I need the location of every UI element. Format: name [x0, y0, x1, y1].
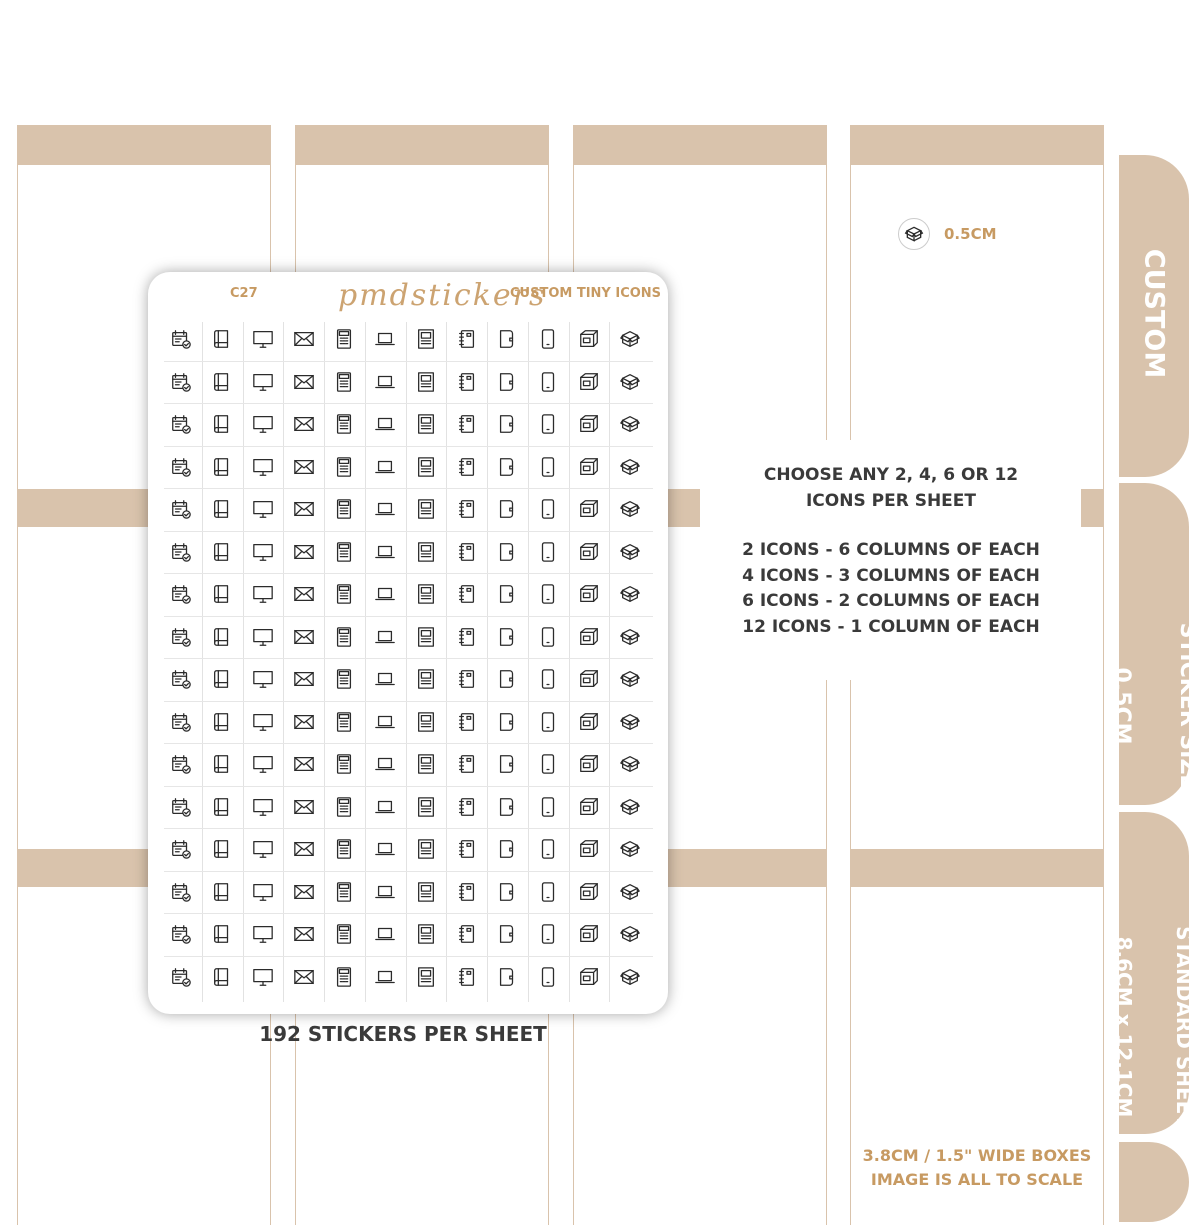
calculator-icon [329, 367, 359, 397]
wallet-icon [492, 494, 522, 524]
monitor-icon [248, 962, 278, 992]
choose-line-2: ICONS PER SHEET [805, 491, 977, 511]
open-box-icon [615, 494, 645, 524]
envelope-icon [289, 834, 319, 864]
calendar-check-icon [166, 792, 196, 822]
choose-heading [716, 462, 1066, 514]
wallet-icon [492, 877, 522, 907]
calculator-icon [329, 537, 359, 567]
calendar-check-icon [166, 452, 196, 482]
cut-line-vertical [202, 322, 203, 1002]
open-box-icon [615, 792, 645, 822]
tablet-icon [533, 579, 563, 609]
calculator-icon [329, 834, 359, 864]
newspaper-icon [411, 579, 441, 609]
newspaper-icon [411, 367, 441, 397]
wallet-icon [492, 919, 522, 949]
open-box-icon [615, 452, 645, 482]
choose-line-1: CHOOSE ANY 2, 4, 6 OR 12 [763, 465, 1019, 485]
caption-line-2: IMAGE IS ALL TO SCALE [870, 1170, 1084, 1189]
open-box-icon [615, 919, 645, 949]
envelope-icon [289, 919, 319, 949]
parcel-icon [574, 749, 604, 779]
laptop-icon [370, 919, 400, 949]
calculator-icon [329, 707, 359, 737]
calculator-icon [329, 324, 359, 354]
tablet-icon [533, 707, 563, 737]
calendar-check-icon [166, 834, 196, 864]
book-icon [207, 792, 237, 822]
wallet-icon [492, 367, 522, 397]
envelope-icon [289, 579, 319, 609]
parcel-icon [574, 962, 604, 992]
book-icon [207, 579, 237, 609]
tablet-icon [533, 494, 563, 524]
laptop-icon [370, 452, 400, 482]
spiral-notebook-icon [452, 367, 482, 397]
laptop-icon [370, 792, 400, 822]
envelope-icon [289, 622, 319, 652]
tab-custom-label: CUSTOM [1138, 248, 1170, 379]
book-icon [207, 537, 237, 567]
parcel-icon [574, 919, 604, 949]
tablet-icon [533, 324, 563, 354]
monitor-icon [248, 579, 278, 609]
calendar-check-icon [166, 367, 196, 397]
cut-line-horizontal [164, 488, 653, 489]
wallet-icon [492, 792, 522, 822]
monitor-icon [248, 452, 278, 482]
book-icon [207, 494, 237, 524]
calculator-icon [329, 452, 359, 482]
cut-line-horizontal [164, 743, 653, 744]
monitor-icon [248, 367, 278, 397]
option-2-icons: 2 ICONS - 6 COLUMNS OF EACH [742, 540, 1040, 560]
cut-line-horizontal [164, 871, 653, 872]
calendar-check-icon [166, 664, 196, 694]
calculator-icon [329, 664, 359, 694]
parcel-icon [574, 877, 604, 907]
calculator-icon [329, 792, 359, 822]
cut-line-horizontal [164, 403, 653, 404]
laptop-icon [370, 749, 400, 779]
cut-line-horizontal [164, 658, 653, 659]
open-box-icon [615, 877, 645, 907]
calendar-check-icon [166, 494, 196, 524]
header-band [851, 125, 1103, 165]
laptop-icon [370, 664, 400, 694]
newspaper-icon [411, 962, 441, 992]
tablet-icon [533, 452, 563, 482]
calculator-icon [329, 962, 359, 992]
envelope-icon [289, 367, 319, 397]
band-stub [1081, 489, 1104, 527]
spiral-notebook-icon [452, 962, 482, 992]
tab-sticker-size-label [1066, 576, 1200, 836]
open-box-icon [615, 579, 645, 609]
laptop-icon [370, 962, 400, 992]
calendar-check-icon [166, 749, 196, 779]
wallet-icon [492, 409, 522, 439]
cut-line-vertical [569, 322, 570, 1002]
book-icon [207, 324, 237, 354]
tab-standard-sheet-label [1074, 892, 1200, 1162]
newspaper-icon [411, 877, 441, 907]
tablet-icon [533, 749, 563, 779]
open-box-icon [615, 749, 645, 779]
header-band [296, 125, 548, 165]
monitor-icon [248, 409, 278, 439]
laptop-icon [370, 579, 400, 609]
scale-caption [850, 1144, 1104, 1192]
wallet-icon [492, 962, 522, 992]
parcel-icon [574, 664, 604, 694]
laptop-icon [370, 877, 400, 907]
spiral-notebook-icon [452, 409, 482, 439]
monitor-icon [248, 877, 278, 907]
header-band [574, 125, 826, 165]
standard-line-1: STANDARD SHEET [1172, 926, 1196, 1128]
sticker-sheet [148, 272, 668, 1014]
option-6-icons: 6 ICONS - 2 COLUMNS OF EACH [742, 591, 1040, 611]
laptop-icon [370, 537, 400, 567]
monitor-icon [248, 792, 278, 822]
newspaper-icon [411, 452, 441, 482]
envelope-icon [289, 749, 319, 779]
open-box-icon [615, 707, 645, 737]
book-icon [207, 834, 237, 864]
laptop-icon [370, 324, 400, 354]
parcel-icon [574, 537, 604, 567]
newspaper-icon [411, 622, 441, 652]
calendar-check-icon [166, 962, 196, 992]
tablet-icon [533, 367, 563, 397]
monitor-icon [248, 324, 278, 354]
open-box-icon [615, 537, 645, 567]
tablet-icon [533, 537, 563, 567]
monitor-icon [248, 749, 278, 779]
calendar-check-icon [166, 877, 196, 907]
cut-line-horizontal [164, 531, 653, 532]
calendar-check-icon [166, 622, 196, 652]
parcel-icon [574, 579, 604, 609]
tablet-icon [533, 622, 563, 652]
tablet-icon [533, 664, 563, 694]
size-label: 0.5CM [944, 225, 997, 243]
cut-line-vertical [406, 322, 407, 1002]
monitor-icon [248, 834, 278, 864]
parcel-icon [574, 792, 604, 822]
sticker-size-line-2: 0.5CM [1109, 667, 1134, 745]
parcel-icon [574, 622, 604, 652]
cut-line-vertical [324, 322, 325, 1002]
book-icon [207, 452, 237, 482]
open-box-icon [615, 962, 645, 992]
spiral-notebook-icon [452, 919, 482, 949]
calculator-icon [329, 409, 359, 439]
option-12-icons: 12 ICONS - 1 COLUMN OF EACH [742, 616, 1040, 637]
wallet-icon [492, 579, 522, 609]
calculator-icon [329, 749, 359, 779]
open-box-icon [615, 324, 645, 354]
wallet-icon [492, 452, 522, 482]
calculator-icon [329, 494, 359, 524]
calendar-check-icon [166, 537, 196, 567]
wallet-icon [492, 324, 522, 354]
book-icon [207, 367, 237, 397]
newspaper-icon [411, 919, 441, 949]
box-icon [898, 218, 930, 250]
divider-band [851, 849, 1103, 887]
brand-logo: pmdstickers [338, 278, 547, 313]
tab-sticker-size [1109, 483, 1200, 805]
parcel-icon [574, 324, 604, 354]
newspaper-icon [411, 494, 441, 524]
cut-line-vertical [446, 322, 447, 1002]
book-icon [207, 409, 237, 439]
calendar-check-icon [166, 409, 196, 439]
laptop-icon [370, 494, 400, 524]
tablet-icon [533, 962, 563, 992]
cut-line-vertical [609, 322, 610, 1002]
cut-line-vertical [365, 322, 366, 1002]
envelope-icon [289, 707, 319, 737]
cut-line-vertical [283, 322, 284, 1002]
book-icon [207, 749, 237, 779]
laptop-icon [370, 622, 400, 652]
cut-line-horizontal [164, 913, 653, 914]
calendar-check-icon [166, 579, 196, 609]
newspaper-icon [411, 537, 441, 567]
option-4-icons: 4 ICONS - 3 COLUMNS OF EACH [742, 565, 1040, 586]
parcel-icon [574, 707, 604, 737]
standard-line-2: 8.6CM x 12.1CM [1112, 936, 1136, 1118]
laptop-icon [370, 834, 400, 864]
header-band [18, 125, 270, 165]
cut-line-vertical [487, 322, 488, 1002]
cut-line-horizontal [164, 616, 653, 617]
tablet-icon [533, 409, 563, 439]
cut-line-horizontal [164, 701, 653, 702]
tab-next [1119, 1142, 1189, 1222]
book-icon [207, 622, 237, 652]
spiral-notebook-icon [452, 664, 482, 694]
parcel-icon [574, 494, 604, 524]
wallet-icon [492, 749, 522, 779]
calculator-icon [329, 919, 359, 949]
caption-line-1: 3.8CM / 1.5" WIDE BOXES [862, 1146, 1092, 1165]
cut-line-horizontal [164, 361, 653, 362]
spiral-notebook-icon [452, 579, 482, 609]
wallet-icon [492, 537, 522, 567]
envelope-icon [289, 324, 319, 354]
tablet-icon [533, 877, 563, 907]
tablet-icon [533, 919, 563, 949]
envelope-icon [289, 537, 319, 567]
book-icon [207, 919, 237, 949]
cut-line-horizontal [164, 573, 653, 574]
newspaper-icon [411, 792, 441, 822]
cut-line-vertical [528, 322, 529, 1002]
open-box-icon [615, 367, 645, 397]
newspaper-icon [411, 409, 441, 439]
envelope-icon [289, 792, 319, 822]
laptop-icon [370, 367, 400, 397]
cut-line-horizontal [164, 446, 653, 447]
spiral-notebook-icon [452, 324, 482, 354]
spiral-notebook-icon [452, 707, 482, 737]
envelope-icon [289, 962, 319, 992]
newspaper-icon [411, 324, 441, 354]
monitor-icon [248, 537, 278, 567]
laptop-icon [370, 707, 400, 737]
size-marker [898, 218, 997, 250]
parcel-icon [574, 834, 604, 864]
sheet-title: CUSTOM TINY ICONS [510, 286, 662, 301]
tab-standard-sheet [1112, 812, 1196, 1134]
sheet-code: C27 [230, 286, 258, 301]
cut-line-horizontal [164, 828, 653, 829]
spiral-notebook-icon [452, 622, 482, 652]
wallet-icon [492, 707, 522, 737]
calculator-icon [329, 877, 359, 907]
sticker-size-line-1: STICKER SIZE [1175, 622, 1200, 790]
tablet-icon [533, 792, 563, 822]
spiral-notebook-icon [452, 877, 482, 907]
open-box-icon [615, 834, 645, 864]
monitor-icon [248, 707, 278, 737]
cut-line-vertical [243, 322, 244, 1002]
open-box-icon [615, 409, 645, 439]
newspaper-icon [411, 707, 441, 737]
spiral-notebook-icon [452, 749, 482, 779]
calculator-icon [329, 622, 359, 652]
envelope-icon [289, 877, 319, 907]
book-icon [207, 664, 237, 694]
envelope-icon [289, 452, 319, 482]
spiral-notebook-icon [452, 452, 482, 482]
monitor-icon [248, 494, 278, 524]
spiral-notebook-icon [452, 494, 482, 524]
monitor-icon [248, 919, 278, 949]
monitor-icon [248, 622, 278, 652]
monitor-icon [248, 664, 278, 694]
parcel-icon [574, 452, 604, 482]
calendar-check-icon [166, 919, 196, 949]
calendar-check-icon [166, 707, 196, 737]
open-box-icon [615, 622, 645, 652]
cut-line-horizontal [164, 786, 653, 787]
envelope-icon [289, 664, 319, 694]
cut-line-horizontal [164, 956, 653, 957]
book-icon [207, 962, 237, 992]
wallet-icon [492, 622, 522, 652]
calculator-icon [329, 579, 359, 609]
sheet-footer: 192 STICKERS PER SHEET [259, 1022, 547, 1046]
book-icon [207, 707, 237, 737]
envelope-icon [289, 409, 319, 439]
wallet-icon [492, 834, 522, 864]
newspaper-icon [411, 834, 441, 864]
spiral-notebook-icon [452, 834, 482, 864]
parcel-icon [574, 367, 604, 397]
spiral-notebook-icon [452, 537, 482, 567]
newspaper-icon [411, 664, 441, 694]
options-list [716, 538, 1066, 640]
parcel-icon [574, 409, 604, 439]
tablet-icon [533, 834, 563, 864]
spiral-notebook-icon [452, 792, 482, 822]
envelope-icon [289, 494, 319, 524]
wallet-icon [492, 664, 522, 694]
calendar-check-icon [166, 324, 196, 354]
tab-custom [1119, 155, 1189, 477]
icon-grid [164, 322, 653, 1002]
book-icon [207, 877, 237, 907]
open-box-icon [615, 664, 645, 694]
newspaper-icon [411, 749, 441, 779]
laptop-icon [370, 409, 400, 439]
